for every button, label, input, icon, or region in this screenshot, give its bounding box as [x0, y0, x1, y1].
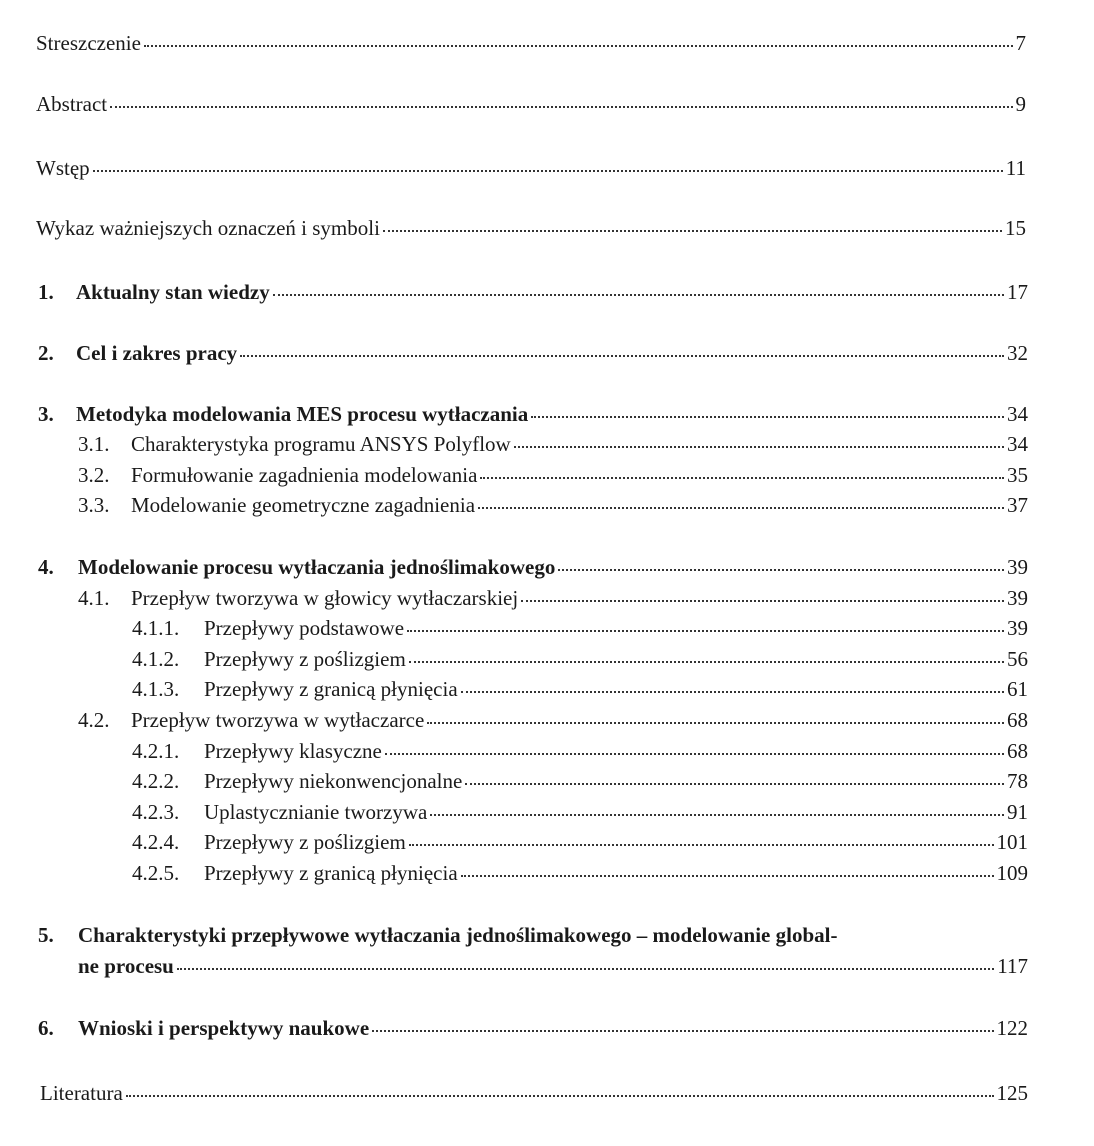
toc-subsection-4-2-2: [132, 768, 1028, 794]
toc-entry-title: Streszczenie: [36, 31, 141, 55]
dot-leader: [383, 230, 1002, 232]
toc-entry-page: 37: [1007, 493, 1028, 517]
dot-leader: [409, 844, 994, 846]
toc-entry-title: Wnioski i perspektywy naukowe: [78, 1016, 370, 1040]
toc-section-3-1: [78, 431, 1028, 457]
toc-entry-title: Przepływ tworzywa w wytłaczarce: [131, 708, 425, 732]
section-number: 3.1.: [78, 432, 110, 456]
toc-entry-page: 15: [1005, 216, 1026, 240]
toc-entry-page: 68: [1007, 708, 1028, 732]
dot-leader: [430, 814, 1004, 816]
toc-entry-title: Literatura: [40, 1081, 123, 1105]
chapter-number: 1.: [38, 280, 54, 304]
toc-entry-page: 56: [1007, 647, 1028, 671]
toc-subsection-4-2-5: [132, 860, 1028, 886]
dot-leader: [126, 1095, 994, 1097]
toc-entry-page: 125: [996, 1081, 1028, 1105]
toc-subsection-4-1-1: [132, 615, 1028, 641]
toc-entry-title: Przepływy z poślizgiem: [204, 830, 406, 854]
chapter-number: 2.: [38, 341, 54, 365]
subsection-number: 4.2.4.: [132, 830, 180, 854]
dot-leader: [427, 722, 1004, 724]
section-number: 4.2.: [78, 708, 110, 732]
toc-entry-page: 101: [996, 830, 1028, 854]
toc-chapter-4: [38, 554, 1028, 580]
dot-leader: [461, 691, 1004, 693]
toc-entry-title: Uplastycznianie tworzywa: [204, 800, 428, 824]
toc-entry-page: 34: [1007, 402, 1028, 426]
toc-subsection-4-1-3: [132, 676, 1028, 702]
toc-entry-page: 39: [1007, 555, 1028, 579]
dot-leader: [409, 661, 1004, 663]
subsection-number: 4.2.1.: [132, 739, 180, 763]
toc-entry-title: Przepływy z poślizgiem: [204, 647, 406, 671]
toc-entry-title: Wykaz ważniejszych oznaczeń i symboli: [36, 216, 380, 240]
toc-entry-title: Przepływy klasyczne: [204, 739, 382, 763]
toc-entry-title: Charakterystyka programu ANSYS Polyflow: [131, 432, 511, 456]
dot-leader: [144, 45, 1013, 47]
toc-entry-page: 17: [1007, 280, 1028, 304]
toc-chapter-6: [38, 1015, 1028, 1041]
toc-section-4-2: [78, 707, 1028, 733]
subsection-number: 4.2.3.: [132, 800, 180, 824]
toc-entry-page: 9: [1015, 92, 1026, 116]
dot-leader: [478, 507, 1004, 509]
section-number: 3.3.: [78, 493, 110, 517]
chapter-number: 5.: [38, 923, 54, 947]
toc-entry-title: Przepływ tworzywa w głowicy wytłaczarskiej: [131, 586, 519, 610]
toc-section-4-1: [78, 585, 1028, 611]
toc-subsection-4-2-3: [132, 799, 1028, 825]
section-number: 4.1.: [78, 586, 110, 610]
toc-entry-title: Charakterystyki przepływowe wytłaczania jednoślimakowego – modelowanie global-: [78, 923, 838, 947]
toc-subsection-4-2-4: [132, 829, 1028, 855]
toc-entry-page: 117: [997, 954, 1028, 978]
dot-leader: [531, 416, 1004, 418]
toc-entry-title: Przepływy niekonwencjonalne: [204, 769, 463, 793]
toc-entry-title-continued: ne procesu: [78, 954, 174, 978]
dot-leader: [177, 968, 994, 970]
dot-leader: [385, 753, 1004, 755]
toc-entry-title: Przepływy z granicą płynięcia: [204, 677, 458, 701]
toc-entry-title: Formułowanie zagadnienia modelowania: [131, 463, 478, 487]
toc-entry-title: Modelowanie geometryczne zagadnienia: [131, 493, 476, 517]
dot-leader: [558, 569, 1004, 571]
toc-entry-page: 35: [1007, 463, 1028, 487]
toc-entry-abstract: [36, 91, 1026, 117]
subsection-number: 4.1.1.: [132, 616, 180, 640]
subsection-number: 4.1.3.: [132, 677, 180, 701]
toc-entry-page: 34: [1007, 432, 1028, 456]
dot-leader: [465, 783, 1004, 785]
toc-section-3-2: [78, 462, 1028, 488]
dot-leader: [110, 106, 1012, 108]
toc-entry-title: Przepływy z granicą płynięcia: [204, 861, 458, 885]
dot-leader: [521, 600, 1004, 602]
toc-entry-page: 78: [1007, 769, 1028, 793]
toc-entry-page: 7: [1015, 31, 1026, 55]
chapter-number: 3.: [38, 402, 54, 426]
toc-section-3-3: [78, 492, 1028, 518]
toc-entry-page: 68: [1007, 739, 1028, 763]
toc-chapter-2: [38, 340, 1028, 366]
toc-entry-literatura: [40, 1080, 1028, 1106]
subsection-number: 4.2.5.: [132, 861, 180, 885]
dot-leader: [480, 477, 1004, 479]
dot-leader: [93, 170, 1003, 172]
dot-leader: [372, 1030, 993, 1032]
chapter-number: 4.: [38, 555, 54, 579]
toc-entry-title: Aktualny stan wiedzy: [76, 280, 270, 304]
dot-leader: [273, 294, 1004, 296]
toc-entry-streszczenie: [36, 30, 1026, 56]
subsection-number: 4.2.2.: [132, 769, 180, 793]
toc-chapter-5-line2: [78, 953, 1028, 979]
toc-entry-page: 109: [996, 861, 1028, 885]
toc-entry-page: 91: [1007, 800, 1028, 824]
toc-entry-title: Wstęp: [36, 156, 90, 180]
toc-entry-wstep: [36, 155, 1026, 181]
toc-entry-title: Abstract: [36, 92, 108, 116]
toc-entry-page: 61: [1007, 677, 1028, 701]
toc-chapter-5-line1: [38, 922, 837, 948]
toc-entry-title: Modelowanie procesu wytłaczania jednoślimakowego: [78, 555, 556, 579]
toc-entry-page: 39: [1007, 616, 1028, 640]
toc-chapter-3: [38, 401, 1028, 427]
section-number: 3.2.: [78, 463, 110, 487]
toc-entry-title: Przepływy podstawowe: [204, 616, 405, 640]
toc-subsection-4-1-2: [132, 646, 1028, 672]
toc-entry-page: 122: [996, 1016, 1028, 1040]
toc-entry-wykaz: [36, 215, 1026, 241]
dot-leader: [461, 875, 994, 877]
dot-leader: [240, 355, 1004, 357]
toc-entry-page: 32: [1007, 341, 1028, 365]
toc-chapter-1: [38, 279, 1028, 305]
toc-entry-title: Cel i zakres pracy: [76, 341, 238, 365]
toc-entry-page: 39: [1007, 586, 1028, 610]
dot-leader: [407, 630, 1004, 632]
dot-leader: [514, 446, 1004, 448]
toc-entry-title: Metodyka modelowania MES procesu wytłaczania: [76, 402, 529, 426]
subsection-number: 4.1.2.: [132, 647, 180, 671]
toc-subsection-4-2-1: [132, 738, 1028, 764]
toc-entry-page: 11: [1005, 156, 1026, 180]
chapter-number: 6.: [38, 1016, 54, 1040]
